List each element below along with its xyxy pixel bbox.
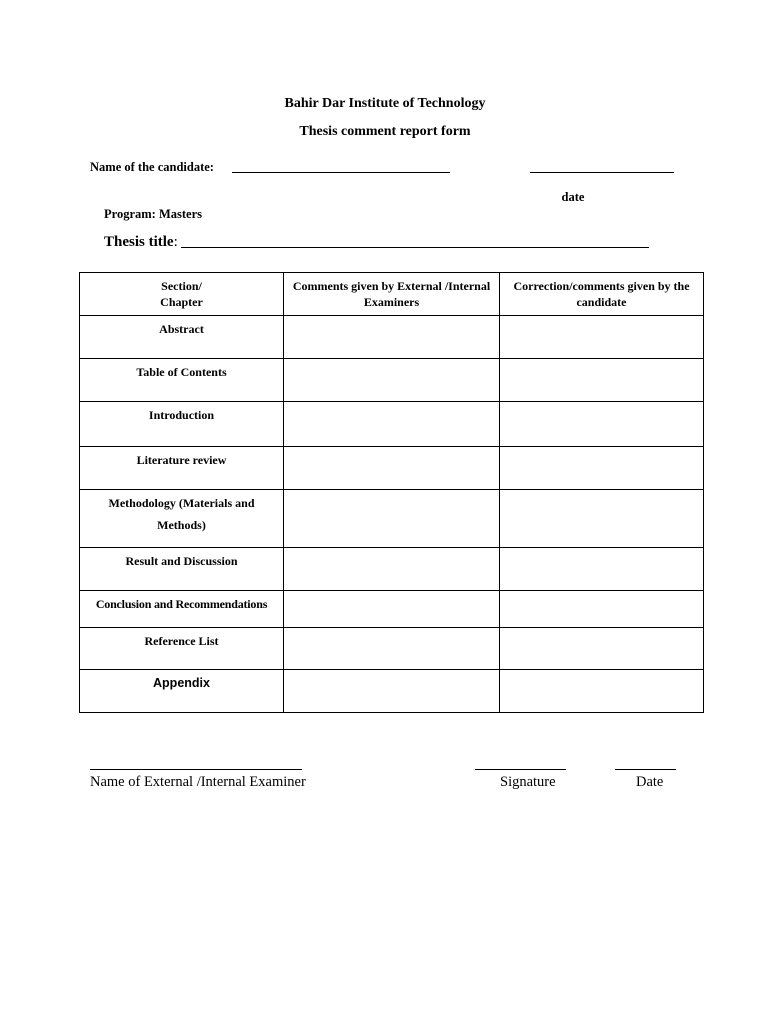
candidate-date-label: date xyxy=(561,190,585,204)
examiner-comment-cell[interactable] xyxy=(284,591,500,628)
examiner-comment-cell[interactable] xyxy=(284,447,500,490)
comments-header-line2: Examiners xyxy=(363,295,420,309)
candidate-correction-cell[interactable] xyxy=(500,359,704,402)
form-title: Thesis comment report form xyxy=(299,124,471,139)
examiner-comment-cell[interactable] xyxy=(284,628,500,670)
institution-title: Bahir Dar Institute of Technology xyxy=(284,96,486,111)
thesis-title-field[interactable] xyxy=(181,247,649,248)
candidate-correction-cell[interactable] xyxy=(500,316,704,359)
signature-date-field[interactable] xyxy=(615,769,676,770)
section-table-of-contents: Table of Contents xyxy=(80,359,284,402)
examiner-comment-cell[interactable] xyxy=(284,670,500,713)
section-reference-list: Reference List xyxy=(80,628,284,670)
candidate-name-field[interactable] xyxy=(232,172,450,173)
thesis-title-label-wrap xyxy=(104,234,178,251)
candidate-correction-cell[interactable] xyxy=(500,591,704,628)
candidate-correction-cell[interactable] xyxy=(500,548,704,591)
table-row xyxy=(80,670,704,713)
section-literature-review: Literature review xyxy=(80,447,284,490)
examiner-comment-cell[interactable] xyxy=(284,548,500,591)
table-row xyxy=(80,402,704,447)
corrections-header-line1: Correction/comments given by the xyxy=(513,279,690,293)
table-row xyxy=(80,490,704,548)
candidate-correction-cell[interactable] xyxy=(500,628,704,670)
section-result-discussion: Result and Discussion xyxy=(80,548,284,591)
table-header-row xyxy=(80,273,704,316)
table-row xyxy=(80,628,704,670)
section-abstract: Abstract xyxy=(80,316,284,359)
section-methodology: Methodology (Materials and Methods) xyxy=(80,490,284,548)
signature-field[interactable] xyxy=(475,769,566,770)
candidate-correction-cell[interactable] xyxy=(500,670,704,713)
table-row xyxy=(80,591,704,628)
corrections-header-line2: candidate xyxy=(576,295,627,309)
signature-label: Signature xyxy=(500,774,556,790)
table-row xyxy=(80,447,704,490)
examiner-comment-cell[interactable] xyxy=(284,359,500,402)
candidate-correction-cell[interactable] xyxy=(500,402,704,447)
program-label: Program: Masters xyxy=(104,207,202,221)
comment-table xyxy=(79,272,704,713)
section-header xyxy=(80,273,284,316)
candidate-date-field[interactable] xyxy=(530,172,674,173)
section-appendix: Appendix xyxy=(80,670,284,713)
comments-header-line1: Comments given by External /Internal xyxy=(292,279,491,293)
section-conclusion: Conclusion and Recommendations xyxy=(80,591,284,628)
corrections-header xyxy=(500,273,704,316)
section-introduction: Introduction xyxy=(80,402,284,447)
candidate-correction-cell[interactable] xyxy=(500,490,704,548)
signature-date-label: Date xyxy=(636,774,664,790)
thesis-title-colon: : xyxy=(173,234,178,250)
thesis-title-label: Thesis title xyxy=(104,234,174,250)
candidate-correction-cell[interactable] xyxy=(500,447,704,490)
table-row xyxy=(80,359,704,402)
candidate-name-label: Name of the candidate: xyxy=(90,160,214,174)
examiner-name-field[interactable] xyxy=(90,769,302,770)
section-header-line2: Chapter xyxy=(160,295,203,309)
examiner-comment-cell[interactable] xyxy=(284,402,500,447)
table-row xyxy=(80,548,704,591)
table-row xyxy=(80,316,704,359)
section-header-line1: Section/ xyxy=(161,279,202,293)
examiner-comment-cell[interactable] xyxy=(284,490,500,548)
examiner-name-label: Name of External /Internal Examiner xyxy=(90,774,306,790)
examiner-comment-cell[interactable] xyxy=(284,316,500,359)
comments-header xyxy=(284,273,500,316)
